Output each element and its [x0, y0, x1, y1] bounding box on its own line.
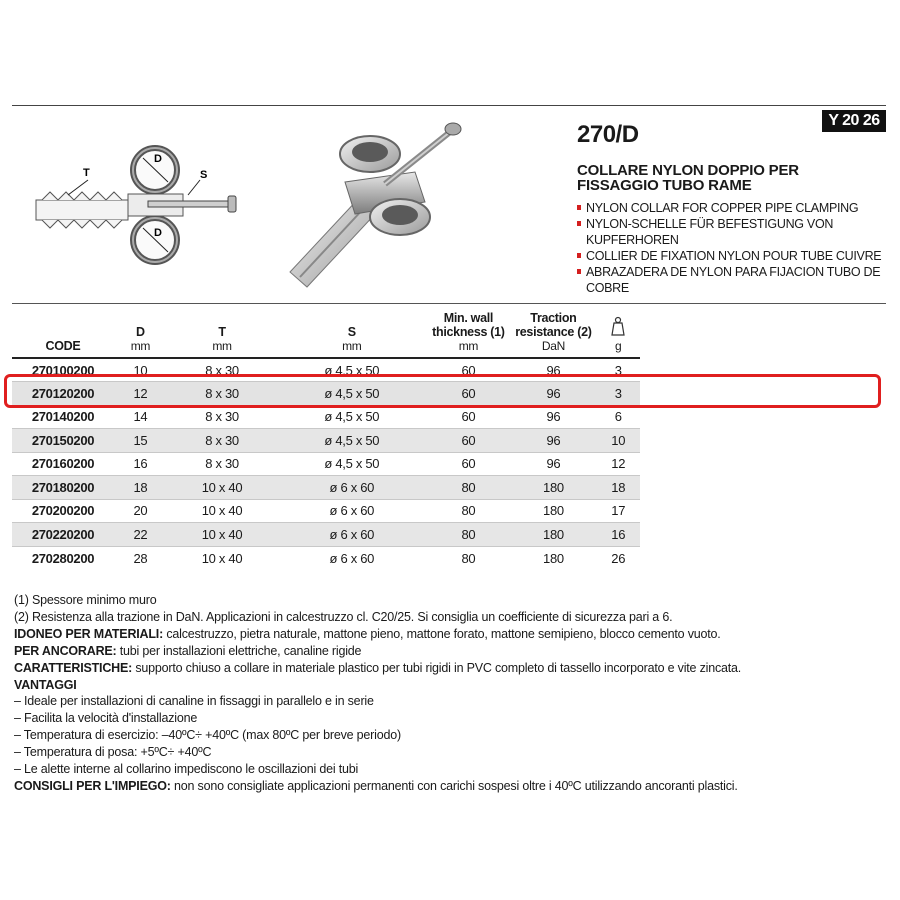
cell-traction: 96: [546, 362, 561, 378]
cell-code: 270120200: [31, 385, 95, 401]
cell-code: 270180200: [31, 479, 95, 495]
cell-s: ø 6 x 60: [329, 526, 375, 542]
bullet-marker: [577, 269, 581, 274]
translation-text: ABRAZADERA DE NYLON PARA FIJACION TUBO DE COBRE: [586, 265, 881, 295]
cell-d: 18: [133, 479, 148, 495]
cell-d: 22: [133, 526, 148, 542]
note-line: [14, 643, 889, 660]
translation-es: [577, 264, 887, 296]
col-header-weight: g: [596, 305, 640, 358]
product-photo: [265, 112, 470, 292]
product-photo-svg: [265, 112, 470, 292]
note-text: – Ideale per installazioni di canaline in fissaggi in parallelo e in serie: [14, 694, 374, 709]
cell-code: 270200200: [31, 503, 95, 519]
bullet-marker: [577, 205, 581, 210]
cell-wall: 60: [461, 409, 476, 425]
col-header-d: D mm: [130, 325, 151, 353]
cell-code: 270280200: [31, 550, 95, 566]
top-divider: [12, 105, 886, 106]
note-text: – Temperatura di posa: +5ºC÷ +40ºC: [14, 745, 212, 760]
cell-wall: 60: [461, 432, 476, 448]
note-text: (1) Spessore minimo muro: [14, 593, 157, 607]
cell-traction: 96: [546, 432, 561, 448]
cell-wall: 80: [461, 479, 476, 495]
product-title: COLLARE NYLON DOPPIO PER FISSAGGIO TUBO RAME: [577, 162, 799, 194]
cell-s: ø 4,5 x 50: [324, 456, 380, 472]
cell-d: 12: [133, 385, 148, 401]
cell-wall: 60: [461, 362, 476, 378]
col-header-wall: Min. wall thickness (1) mm: [432, 311, 505, 353]
note-label: IDONEO PER MATERIALI:: [14, 626, 164, 641]
note-line: [14, 626, 889, 643]
spec-table: [12, 305, 640, 570]
cell-weight: 6: [614, 409, 622, 425]
translation-fr: [577, 248, 887, 264]
cell-d: 10: [133, 362, 148, 378]
label-s: S: [200, 169, 208, 181]
bullet-marker: [577, 221, 581, 226]
cell-wall: 80: [461, 526, 476, 542]
note-line: [14, 693, 889, 710]
cell-code: 270140200: [31, 409, 95, 425]
cell-s: ø 4,5 x 50: [324, 409, 380, 425]
cell-t: 8 x 30: [205, 409, 239, 425]
table-divider: [12, 303, 886, 304]
note-text: – Le alette interne al collarino impediscono le oscillazioni dei tubi: [14, 762, 359, 777]
cell-d: 15: [133, 432, 148, 448]
label-t: T: [83, 167, 90, 179]
cell-weight: 3: [614, 362, 622, 378]
cell-t: 10 x 40: [201, 550, 243, 566]
translation-en: [577, 200, 887, 216]
note-line: [14, 609, 889, 626]
table-row: [12, 523, 640, 547]
cell-traction: 180: [543, 479, 564, 495]
cell-t: 8 x 30: [205, 432, 239, 448]
cell-wall: 60: [461, 456, 476, 472]
cell-s: ø 4,5 x 50: [324, 385, 380, 401]
note-text: non sono consigliate applicazioni permanenti con carichi sospesi oltre i 40ºC utilizzando ancoranti plastici.: [170, 778, 738, 793]
translation-text: NYLON COLLAR FOR COPPER PIPE CLAMPING: [586, 201, 859, 215]
cell-t: 10 x 40: [201, 526, 243, 542]
cell-traction: 180: [543, 503, 564, 519]
cell-s: ø 6 x 60: [329, 503, 375, 519]
cell-s: ø 4,5 x 50: [324, 432, 380, 448]
cell-code: 270100200: [31, 362, 95, 378]
cell-d: 20: [133, 503, 148, 519]
col-header-code: CODE: [45, 339, 81, 353]
col-header-traction: Traction resistance (2) DaN: [515, 311, 592, 353]
weight-icon: [610, 316, 626, 336]
table-row: [12, 405, 640, 429]
note-text: – Facilita la velocità d'installazione: [14, 711, 198, 726]
cell-weight: 18: [611, 479, 626, 495]
cell-s: ø 4,5 x 50: [324, 362, 380, 378]
cell-weight: 17: [611, 503, 626, 519]
technical-drawing: [28, 140, 253, 270]
cell-traction: 96: [546, 456, 561, 472]
cell-t: 10 x 40: [201, 503, 243, 519]
catalog-badge: Y 20 26: [822, 110, 886, 132]
cell-t: 8 x 30: [205, 456, 239, 472]
note-line: [14, 710, 889, 727]
note-text: – Temperatura di esercizio: –40ºC÷ +40ºC (max 80ºC per breve periodo): [14, 728, 401, 743]
cell-wall: 60: [461, 385, 476, 401]
cell-traction: 180: [543, 526, 564, 542]
col-header-t: T mm: [212, 325, 232, 353]
cell-t: 10 x 40: [201, 479, 243, 495]
table-row: [12, 476, 640, 500]
technical-drawing-svg: [28, 140, 253, 270]
note-line: [14, 761, 889, 778]
highlight-box: [4, 374, 881, 408]
cell-d: 28: [133, 550, 148, 566]
table-header-row: [12, 305, 640, 358]
notes-section: [14, 592, 889, 795]
cell-weight: 26: [611, 550, 626, 566]
cell-s: ø 6 x 60: [329, 550, 375, 566]
cell-weight: 3: [614, 385, 622, 401]
col-header-s: S mm: [342, 325, 362, 353]
cell-s: ø 6 x 60: [329, 479, 375, 495]
note-line: [14, 727, 889, 744]
note-text: supporto chiuso a collare in materiale plastico per tubi rigidi in PVC completo di tassello incorporato e vite zincata.: [132, 660, 742, 675]
note-line: [14, 744, 889, 761]
cell-d: 16: [133, 456, 148, 472]
table-row: [12, 546, 640, 570]
cell-traction: 180: [543, 550, 564, 566]
table-row: [12, 429, 640, 453]
cell-t: 8 x 30: [205, 362, 239, 378]
bullet-marker: [577, 253, 581, 258]
cell-wall: 80: [461, 550, 476, 566]
cell-weight: 12: [611, 456, 626, 472]
note-text: tubi per installazioni elettriche, canaline rigide: [116, 643, 362, 658]
cell-t: 8 x 30: [205, 385, 239, 401]
cell-code: 270150200: [31, 432, 95, 448]
label-d-top: D: [154, 153, 162, 165]
note-label: VANTAGGI: [14, 677, 77, 692]
cell-wall: 80: [461, 503, 476, 519]
note-text: (2) Resistenza alla trazione in DaN. Applicazioni in calcestruzzo cl. C20/25. Si consiglia un coefficiente di sicurezza pari a 6.: [14, 609, 673, 624]
note-line: [14, 592, 889, 609]
translation-de: [577, 216, 887, 248]
note-label: PER ANCORARE:: [14, 643, 117, 658]
note-line: [14, 660, 889, 677]
note-label: CARATTERISTICHE:: [14, 660, 133, 675]
cell-code: 270160200: [31, 456, 95, 472]
cell-weight: 10: [611, 432, 626, 448]
note-line: [14, 677, 889, 694]
label-d-bottom: D: [154, 227, 162, 239]
note-line: [14, 778, 889, 795]
product-code: 270/D: [577, 121, 639, 148]
note-text: calcestruzzo, pietra naturale, mattone pieno, mattone forato, mattone semipieno, blocco cemento vuoto.: [163, 626, 721, 641]
cell-d: 14: [133, 409, 148, 425]
cell-traction: 96: [546, 385, 561, 401]
title-translations: [577, 200, 887, 296]
translation-text: NYLON-SCHELLE FÜR BEFESTIGUNG VON KUPFERHOREN: [586, 217, 834, 247]
table-row: [12, 499, 640, 523]
translation-text: COLLIER DE FIXATION NYLON POUR TUBE CUIVRE: [586, 249, 882, 263]
note-label: CONSIGLI PER L'IMPIEGO:: [14, 778, 171, 793]
table-row: [12, 452, 640, 476]
cell-code: 270220200: [31, 526, 95, 542]
cell-traction: 96: [546, 409, 561, 425]
cell-weight: 16: [611, 526, 626, 542]
